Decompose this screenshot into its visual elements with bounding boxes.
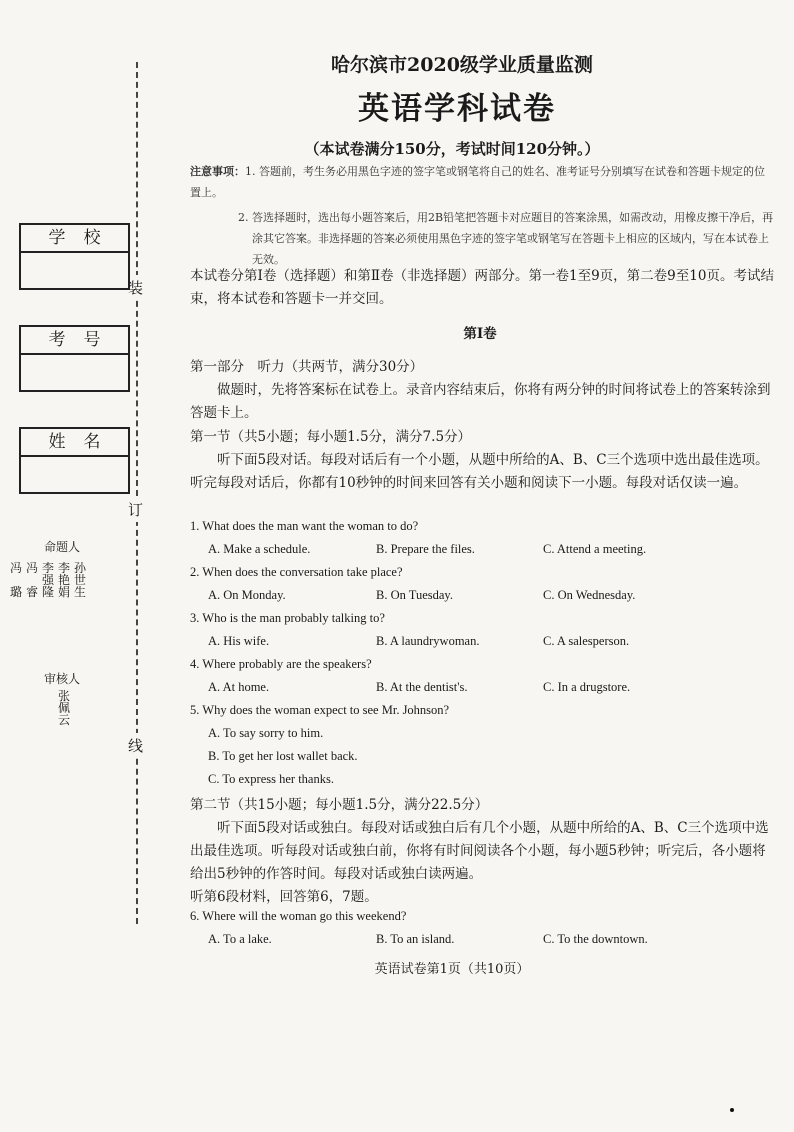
name-label: 姓名 [21,429,128,457]
notice-item-1: 1. 答题前，考生务必用黑色字迹的签字笔或钢笔将自己的姓名、准考证号分别填写在试卷和答题卡规定的位置上。 [190,165,765,199]
q1-option-b[interactable]: B. Prepare the files. [376,542,475,556]
q1-option-c[interactable]: C. Attend a meeting. [543,542,647,556]
q3-stem: 3. Who is the man probably talking to? [190,611,385,625]
q5-option-b[interactable]: B. To get her lost wallet back. [208,749,358,763]
part1-instruction: 做题时，先将答案标在试卷上。录音内容结束后，你将有两分钟的时间将试卷上的答案转涂到答题卡上。 [190,382,771,421]
page-footer: 英语试卷第1页（共10页） [374,962,530,977]
bind-char-zhuang: 装 [128,275,143,300]
q2-stem: 2. When does the conversation take place? [190,565,403,579]
proposers-list [8,562,88,598]
scan-speck [730,1108,734,1112]
q3-option-c[interactable]: C. A salesperson. [543,634,630,648]
notice-block [190,161,775,270]
q5-option-a[interactable]: A. To say sorry to him. [208,726,324,740]
subject-title: 英语学科试卷 [358,91,556,127]
proposer-4: 李 艳 娟 [57,561,70,599]
q6-option-a[interactable]: A. To a lake. [208,932,272,946]
section1-instruction: 听下面5段对话。每段对话后有一个小题，从题中所给的A、B、C三个选项中选出最佳选项。听完每段对话后，你都有10秒钟的时间来回答有关小题和阅读下一小题。每段对话仅读一遍。 [190,452,769,491]
q6-option-b[interactable]: B. To an island. [376,932,455,946]
section2-instruction: 听下面5段对话或独白。每段对话或独白后有几个小题，从题中所给的A、B、C三个选项中选出最佳选项。听每段对话或独白前，你将有时间阅读各个小题，每小题5秒钟；听完后，各小题将给出5秒钟的作答时间。每段对话或独白读两遍。 [190,820,769,882]
volume-title: 第Ⅰ卷 [463,326,497,342]
notice-label: 注意事项： [190,165,245,178]
q4-stem: 4. Where probably are the speakers? [190,657,372,671]
proposer-3: 李 强 隆 [41,561,54,599]
q1-option-a[interactable]: A. Make a schedule. [208,542,311,556]
proposers-label: 命题人 [44,540,81,554]
q2-option-c[interactable]: C. On Wednesday. [543,588,636,602]
proposer-5: 孙 世 生 [73,561,86,599]
name-field[interactable] [19,427,130,494]
section1-title: 第一节（共5小题；每小题1.5分，满分7.5分） [190,429,472,445]
notice-item-2: 2. 答选择题时，选出每小题答案后，用2B铅笔把答题卡对应题目的答案涂黑，如需改动，用橡皮擦干净后，再涂其它答案。非选择题的答案必须使用黑色字迹的签字笔或钢笔写在答题卡上相应的区域内，写在本试卷上无效。 [238,211,774,266]
part1-title: 第一部分 听力（共两节，满分30分） [190,359,424,375]
school-label: 学校 [21,225,128,253]
q2-option-b[interactable]: B. On Tuesday. [376,588,453,602]
q1-stem: 1. What does the man want the woman to do? [190,519,419,533]
exam-number-field[interactable] [19,325,130,392]
exam-title: 哈尔滨市2020级学业质量监测 [331,54,593,76]
binding-line [136,62,138,924]
q6-stem: 6. Where will the woman go this weekend? [190,909,407,923]
section2-title: 第二节（共15小题；每小题1.5分，满分22.5分） [190,797,489,813]
q5-stem: 5. Why does the woman expect to see Mr. Johnson? [190,703,450,717]
q4-option-b[interactable]: B. At the dentist's. [376,680,468,694]
intro-text: 本试卷分第Ⅰ卷（选择题）和第Ⅱ卷（非选择题）两部分。第一卷1至9页，第二卷9至10页。考试结束，将本试卷和答题卡一并交回。 [190,268,774,307]
q5-option-c[interactable]: C. To express her thanks. [208,772,334,786]
q3-option-a[interactable]: A. His wife. [208,634,270,648]
reviewer-list [56,690,72,726]
proposer-1: 冯 璐 [9,561,22,599]
proposer-2: 冯 睿 [25,561,38,599]
q2-option-a[interactable]: A. On Monday. [208,588,286,602]
q4-option-c[interactable]: C. In a drugstore. [543,680,631,694]
bind-char-ding: 订 [128,497,143,522]
q6-option-c[interactable]: C. To the downtown. [543,932,648,946]
exam-subtitle: （本试卷满分150分，考试时间120分钟。） [304,140,600,158]
reviewer-name: 张 佩 云 [57,689,70,727]
bind-char-xian: 线 [128,733,143,758]
exam-number-label: 考号 [21,327,128,355]
q4-option-a[interactable]: A. At home. [208,680,270,694]
q3-option-b[interactable]: B. A laundrywoman. [376,634,480,648]
school-field[interactable] [19,223,130,290]
reviewer-label: 审核人 [44,672,81,686]
section2-material: 听第6段材料，回答第6，7题。 [190,889,378,905]
